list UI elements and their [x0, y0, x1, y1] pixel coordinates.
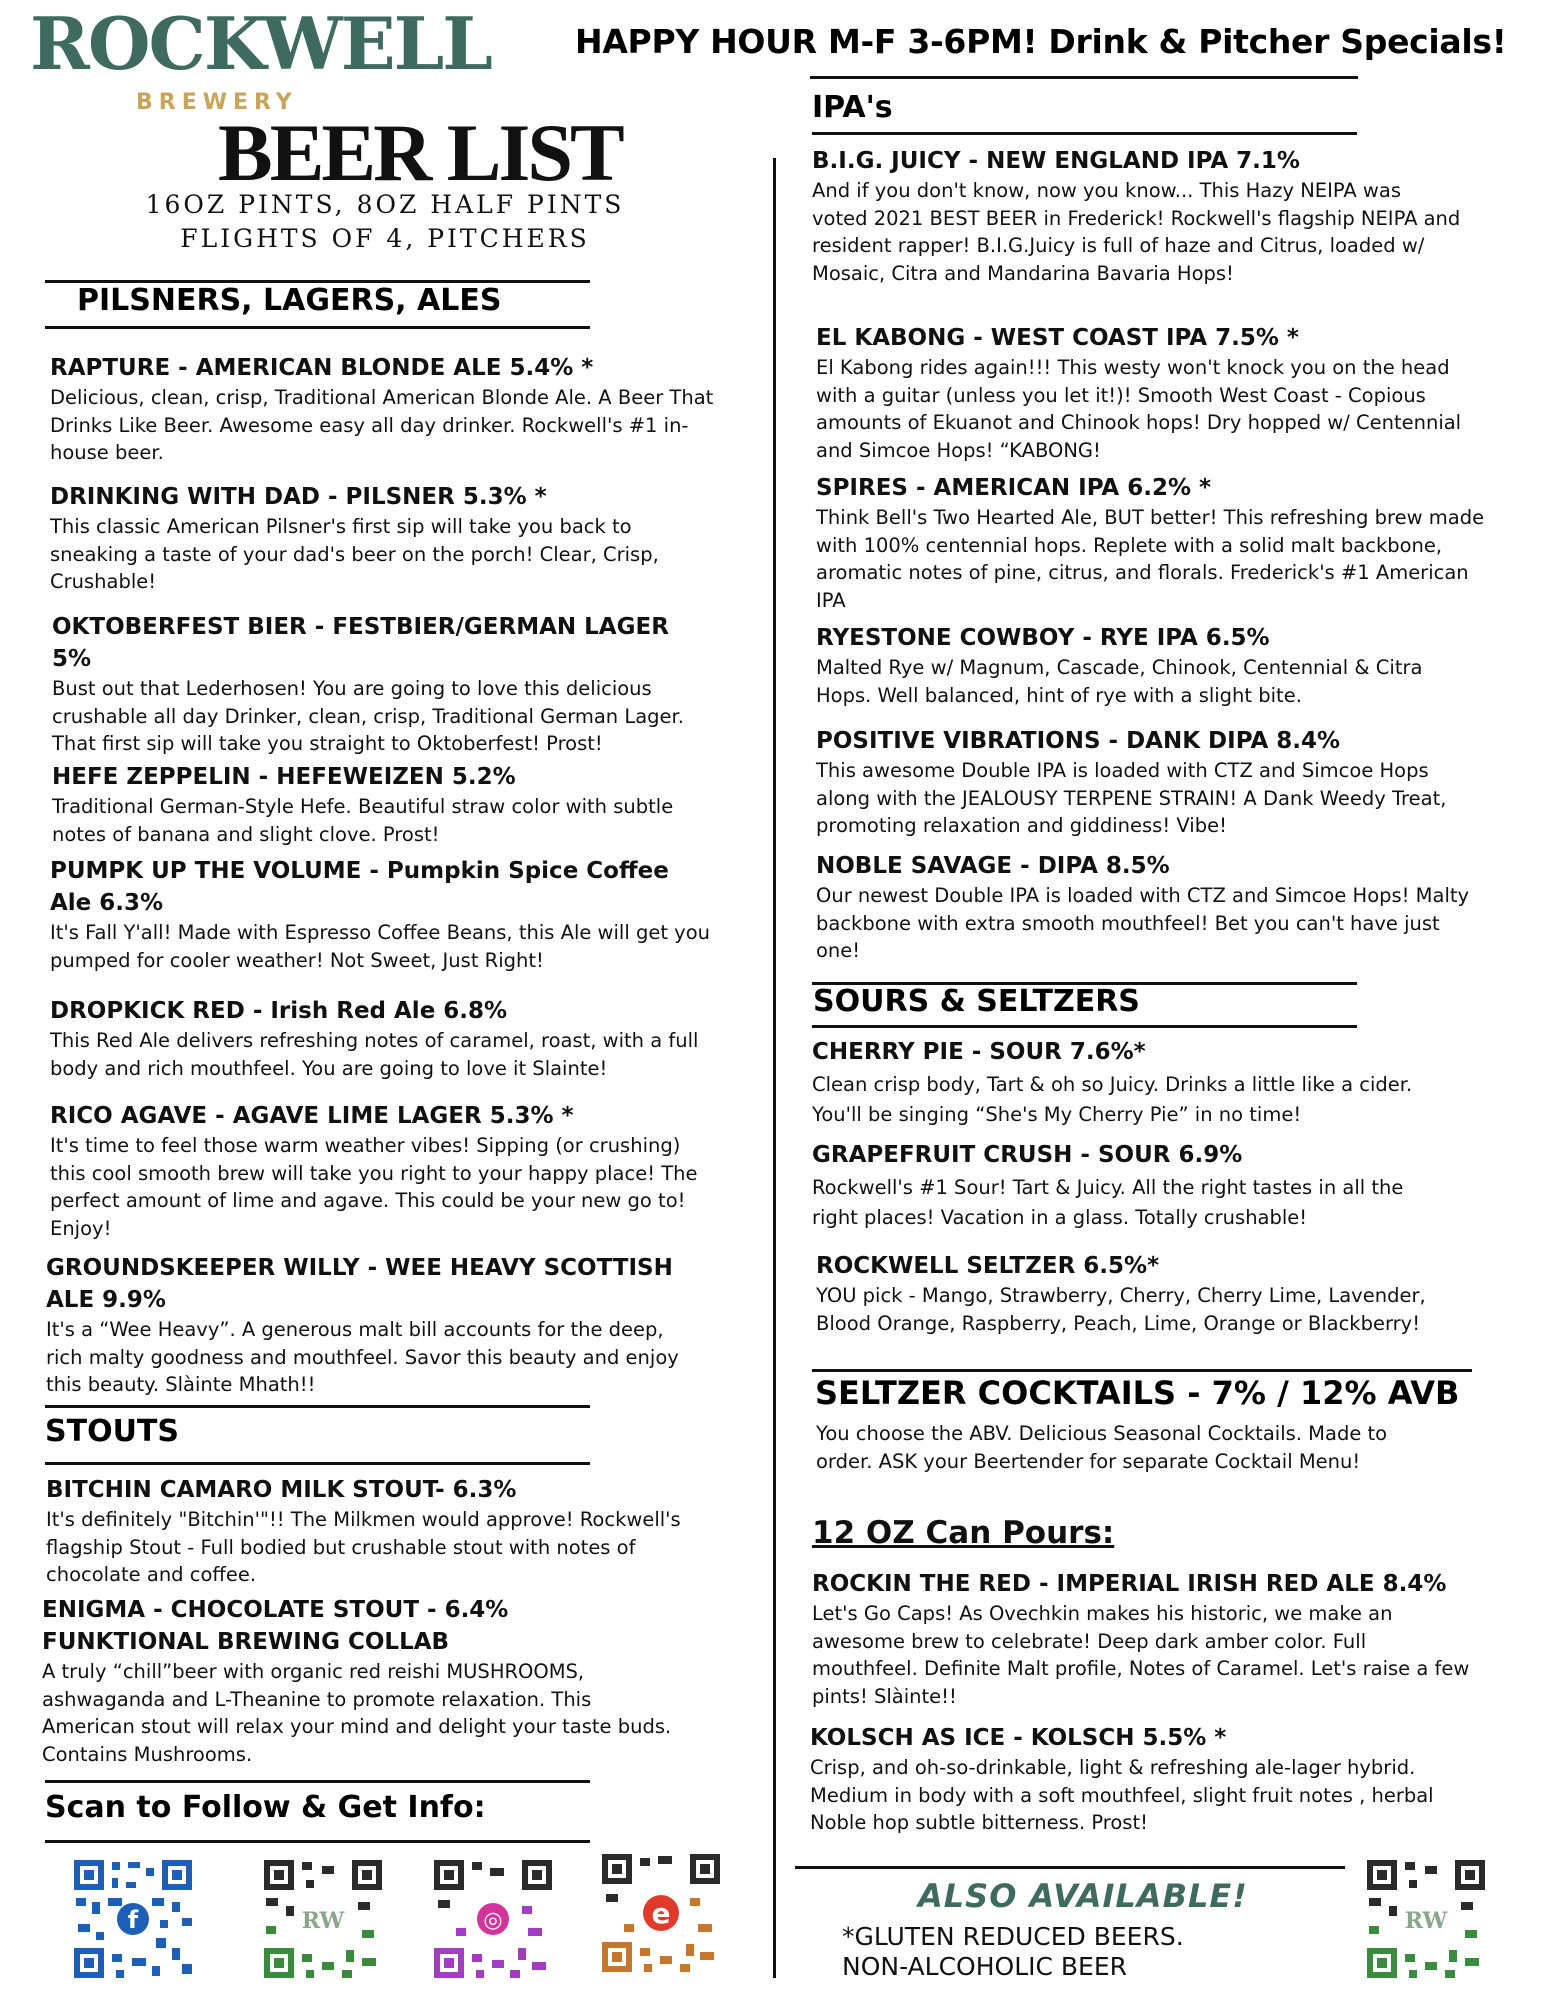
rockwell-qr-code-2[interactable]	[1365, 1858, 1487, 1980]
divider	[45, 1780, 590, 1783]
beer-name: SPIRES - AMERICAN IPA 6.2% *	[816, 475, 1212, 501]
divider	[812, 1369, 1472, 1372]
beer-name: CHERRY PIE - SOUR 7.6%*	[812, 1039, 1146, 1065]
page-title: BEER LIST	[218, 107, 622, 198]
beer-item	[52, 761, 722, 848]
beer-item	[816, 1250, 1496, 1337]
beer-name: ENIGMA - CHOCOLATE STOUT - 6.4% FUNKTIONAL BREWING COLLAB	[42, 1597, 509, 1655]
brand-sub: BREWERY	[136, 90, 298, 115]
divider	[45, 1405, 590, 1408]
beer-desc: It's time to feel those warm weather vibes! Sipping (or crushing) this cool smooth brew will take you right to your happy place! The perfect amount of lime and agave. This could be your new go to! Enjoy!	[50, 1134, 698, 1240]
instagram-icon: ◎	[483, 1908, 503, 1933]
beer-desc: It's Fall Y'all! Made with Espresso Coffee Beans, this Ale will get you pumped for cooler weather! Not Sweet, Just Right!	[50, 921, 711, 972]
divider	[812, 1025, 1357, 1028]
beer-item	[52, 611, 692, 758]
beer-item	[810, 1722, 1510, 1837]
also-available-title: ALSO AVAILABLE!	[918, 1877, 1248, 1915]
beer-item	[46, 1252, 706, 1399]
beer-item	[50, 1100, 710, 1242]
beer-item	[50, 352, 720, 467]
beer-desc: Delicious, clean, crisp, Traditional American Blonde Ale. A Beer That Drinks Like Beer. Awesome easy all day drinker. Rockwell's #1 in-house beer.	[50, 386, 714, 464]
beer-item	[46, 1474, 706, 1589]
beer-name: RYESTONE COWBOY - RYE IPA 6.5%	[816, 625, 1270, 651]
beer-name: KOLSCH AS ICE - KOLSCH 5.5% *	[810, 1725, 1227, 1751]
column-divider	[773, 158, 776, 1978]
beer-item	[816, 850, 1496, 965]
section-stouts: STOUTS	[45, 1414, 180, 1449]
beer-desc: Think Bell's Two Hearted Ale, BUT better! This refreshing brew made with 100% centennial hops. Replete with a solid malt backbone, aromatic notes of pine, citrus, and florals. Frederick's #1 American IPA	[816, 506, 1485, 612]
rockwell-qr-code[interactable]	[262, 1858, 384, 1980]
divider	[812, 132, 1357, 135]
beer-name: POSITIVE VIBRATIONS - DANK DIPA 8.4%	[816, 728, 1341, 754]
section-cocktails: SELTZER COCKTAILS - 7% / 12% AVB	[815, 1374, 1460, 1412]
section-pilsners: PILSNERS, LAGERS, ALES	[77, 283, 502, 318]
beer-desc: Bust out that Lederhosen! You are going to love this delicious crushable all day Drinker, clean, crisp, Traditional German Lager. That first sip will take you straight to Oktoberfest! Prost!	[52, 677, 684, 755]
beer-name: B.I.G. JUICY - NEW ENGLAND IPA 7.1%	[812, 148, 1300, 174]
rockwell-rw-icon: RW	[301, 1908, 345, 1934]
divider	[45, 1840, 590, 1843]
divider	[810, 76, 1358, 79]
beer-desc: Our newest Double IPA is loaded with CTZ and Simcoe Hops! Malty backbone with extra smooth mouthfeel! Bet you can't have just one!	[816, 884, 1470, 962]
beer-item	[50, 481, 720, 596]
beer-name: ROCKWELL SELTZER 6.5%*	[816, 1253, 1160, 1279]
subtitle-line-2: FLIGHTS OF 4, PITCHERS	[180, 224, 590, 253]
beer-name: DRINKING WITH DAD - PILSNER 5.3% *	[50, 484, 547, 510]
happy-hour-banner: HAPPY HOUR M-F 3-6PM! Drink & Pitcher Specials!	[575, 22, 1507, 61]
beer-name: ROCKIN THE RED - IMPERIAL IRISH RED ALE 8.4%	[812, 1571, 1447, 1597]
beer-item	[42, 1594, 682, 1768]
divider	[45, 1462, 590, 1465]
beer-desc: Crisp, and oh-so-drinkable, light & refreshing ale-lager hybrid. Medium in body with a soft mouthfeel, slight fruit notes , herbal Noble hop subtle bitterness. Prost!	[810, 1756, 1434, 1834]
beer-name: EL KABONG - WEST COAST IPA 7.5% *	[816, 325, 1299, 351]
beer-item	[812, 145, 1512, 287]
also-available-line-2: NON-ALCOHOLIC BEER	[842, 1952, 1128, 1981]
divider	[45, 326, 590, 329]
beer-name: BITCHIN CAMARO MILK STOUT- 6.3%	[46, 1477, 517, 1503]
beer-item	[812, 1036, 1472, 1130]
beer-name: NOBLE SAVAGE - DIPA 8.5%	[816, 853, 1170, 879]
untappd-qr-code[interactable]	[600, 1852, 722, 1974]
beer-desc: And if you don't know, now you know... This Hazy NEIPA was voted 2021 BEST BEER in Frederick! Rockwell's flagship NEIPA and resident rapper! B.I.G.Juicy is full of haze and Citrus, loaded w/ Mosaic, Citra and Mandarina Bavaria Hops!	[812, 179, 1461, 285]
beer-desc: YOU pick - Mango, Strawberry, Cherry, Cherry Lime, Lavender, Blood Orange, Raspberry, Peach, Lime, Orange or Blackberry!	[816, 1284, 1426, 1335]
facebook-icon: f	[127, 1906, 139, 1934]
beer-item	[816, 322, 1476, 464]
beer-name: DROPKICK RED - Irish Red Ale 6.8%	[50, 998, 508, 1024]
beer-desc: Traditional German-Style Hefe. Beautiful straw color with subtle notes of banana and slight clove. Prost!	[52, 795, 674, 846]
brand-logo: ROCKWELL	[30, 1, 491, 86]
beer-item	[816, 472, 1496, 614]
beer-item	[816, 622, 1476, 709]
section-cans: 12 OZ Can Pours:	[812, 1515, 1115, 1551]
beer-item	[50, 855, 720, 974]
beer-name: RAPTURE - AMERICAN BLONDE ALE 5.4% *	[50, 355, 594, 381]
beer-desc: Malted Rye w/ Magnum, Cascade, Chinook, Centennial & Citra Hops. Well balanced, hint of rye with a slight bite.	[816, 656, 1423, 707]
beer-desc: A truly “chill”beer with organic red reishi MUSHROOMS, ashwaganda and L-Theanine to promote relaxation. This American stout will relax your mind and delight your taste buds. Contains Mushrooms.	[42, 1660, 672, 1766]
beer-item	[812, 1568, 1512, 1710]
beer-name: GRAPEFRUIT CRUSH - SOUR 6.9%	[812, 1142, 1243, 1168]
also-available-line-1: *GLUTEN REDUCED BEERS.	[842, 1922, 1184, 1951]
beer-item	[816, 725, 1476, 840]
beer-desc: Let's Go Caps! As Ovechkin makes his historic, we make an awesome brew to celebrate! Deep dark amber color. Full mouthfeel. Definite Malt profile, Notes of Caramel. Let's raise a few pints! Slàinte!!	[812, 1602, 1470, 1708]
rockwell-rw-icon: RW	[1404, 1908, 1448, 1934]
beer-name: HEFE ZEPPELIN - HEFEWEIZEN 5.2%	[52, 764, 516, 790]
beer-desc: It's definitely "Bitchin'"!! The Milkmen would approve! Rockwell's flagship Stout - Full bodied but crushable stout with notes of chocolate and coffee.	[46, 1508, 681, 1586]
beer-name: PUMPK UP THE VOLUME - Pumpkin Spice Coffee Ale 6.3%	[50, 858, 669, 916]
beer-desc: This classic American Pilsner's first sip will take you back to sneaking a taste of your dad's beer on the porch! Clear, Crisp, Crushable!	[50, 515, 659, 593]
beer-desc: Rockwell's #1 Sour! Tart & Juicy. All the right tastes in all the right places! Vacation in a glass. Totally crushable!	[812, 1176, 1404, 1229]
section-scan: Scan to Follow & Get Info:	[45, 1790, 486, 1825]
cocktail-desc: You choose the ABV. Delicious Seasonal Cocktails. Made to order. ASK your Beertender for separate Cocktail Menu!	[816, 1422, 1388, 1473]
subtitle-line-1: 16OZ PINTS, 8OZ HALF PINTS	[145, 190, 625, 219]
beer-item	[50, 995, 720, 1082]
beer-item	[812, 1139, 1472, 1233]
beer-desc: El Kabong rides again!!! This westy won't knock you on the head with a guitar (unless you let it!)! Smooth West Coast - Copious amounts of Ekuanot and Chinook hops! Dry hopped w/ Centennial and Simcoe Hops! “KABONG!	[816, 356, 1462, 462]
beer-desc: This awesome Double IPA is loaded with CTZ and Simcoe Hops along with the JEALOUSY TERPENE STRAIN! A Dank Weedy Treat, promoting relaxation and giddiness! Vibe!	[816, 759, 1447, 837]
section-sours: SOURS & SELTZERS	[813, 984, 1140, 1019]
facebook-qr-code[interactable]	[72, 1858, 194, 1980]
beer-name: GROUNDSKEEPER WILLY - WEE HEAVY SCOTTISH ALE 9.9%	[46, 1255, 673, 1313]
section-ipas: IPA's	[812, 90, 893, 125]
instagram-qr-code[interactable]	[432, 1858, 554, 1980]
divider	[795, 1866, 1345, 1869]
beer-name: RICO AGAVE - AGAVE LIME LAGER 5.3% *	[50, 1103, 574, 1129]
beer-desc: It's a “Wee Heavy”. A generous malt bill accounts for the deep, rich malty goodness and mouthfeel. Savor this beauty and enjoy this beauty. Slàinte Mhath!!	[46, 1318, 679, 1396]
beer-name: OKTOBERFEST BIER - FESTBIER/GERMAN LAGER 5%	[52, 614, 669, 672]
untappd-e-icon: e	[651, 1897, 671, 1930]
beer-desc: Clean crisp body, Tart & oh so Juicy. Drinks a little like a cider. You'll be singing “She's My Cherry Pie” in no time!	[812, 1073, 1413, 1126]
beer-desc: This Red Ale delivers refreshing notes of caramel, roast, with a full body and rich mouthfeel. You are going to love it Slainte!	[50, 1029, 699, 1080]
cocktail-info	[816, 1420, 1476, 1475]
